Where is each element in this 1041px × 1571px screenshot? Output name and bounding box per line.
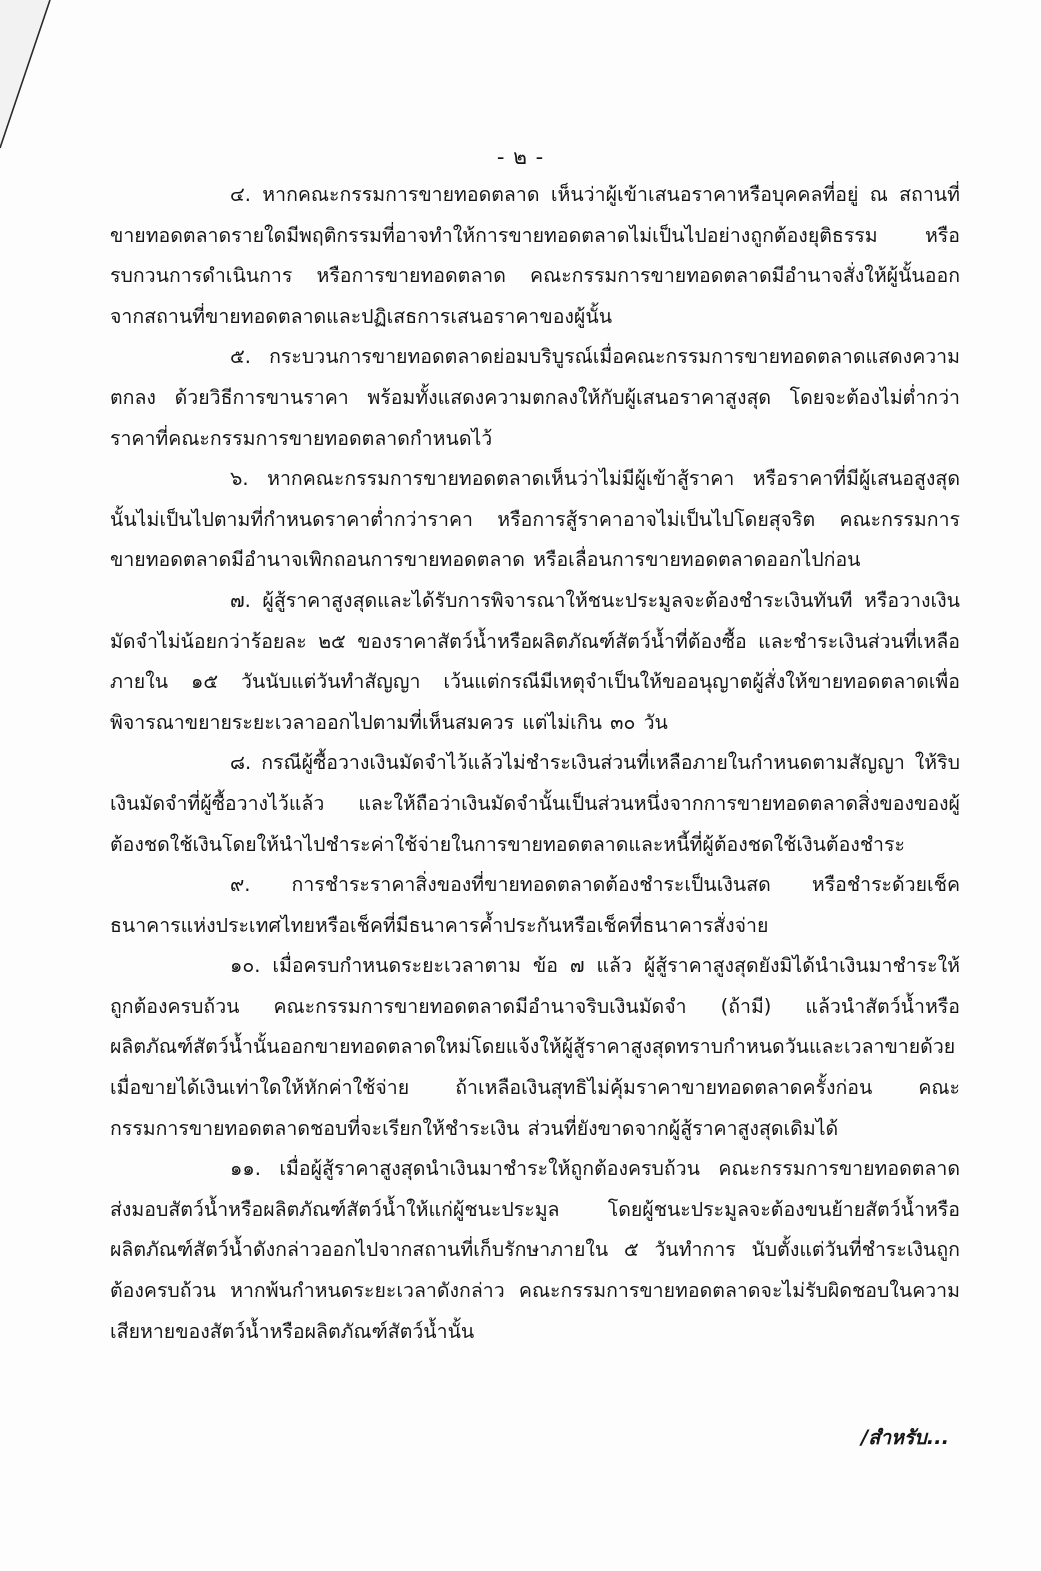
clause-11: ๑๑. เมื่อผู้สู้ราคาสูงสุดนำเงินมาชำระให้ถูกต้องครบถ้วน คณะกรรมการขายทอดตลาดส่งมอบสัตว์น้ำหรือผลิตภัณฑ์สัตว์น้ำให้แก่ผู้ชนะประมูล โดยผู้ชนะประมูลจะต้องขนย้ายสัตว์น้ำหรือผลิตภัณฑ์สัตว์น้ำดังกล่าวออกไปจากสถานที่เก็บรักษาภายใน ๕ วันทำการ นับตั้งแต่วันที่ชำระเงินถูกต้องครบถ้วน หากพ้นกำหนดระยะเวลาดังกล่าว คณะกรรมการขายทอดตลาดจะไม่รับผิดชอบในความเสียหายของสัตว์น้ำหรือผลิตภัณฑ์สัตว์น้ำนั้น (110, 1157, 960, 1343)
clause-9: ๙. การชำระราคาสิ่งของที่ขายทอดตลาดต้องชำระเป็นเงินสด หรือชำระด้วยเช็คธนาคารแห่งประเทศไทยหรือเช็คที่มีธนาคารค้ำประกันหรือเช็คที่ธนาคารสั่งจ่าย (110, 873, 960, 937)
clause-5: ๕. กระบวนการขายทอดตลาดย่อมบริบูรณ์เมื่อคณะกรรมการขายทอดตลาดแสดงความตกลง ด้วยวิธีการขานราคา พร้อมทั้งแสดงความตกลงให้กับผู้เสนอราคาสูงสุด โดยจะต้องไม่ต่ำกว่าราคาที่คณะกรรมการขายทอดตลาดกำหนดไว้ (110, 345, 960, 450)
clause-8: ๘. กรณีผู้ซื้อวางเงินมัดจำไว้แล้วไม่ชำระเงินส่วนที่เหลือภายในกำหนดตามสัญญา ให้ริบเงินมัดจำที่ผู้ซื้อวางไว้แล้ว และให้ถือว่าเงินมัดจำนั้นเป็นส่วนหนึ่งจากการขายทอดตลาดสิ่งของของผู้ต้องชดใช้เงินโดยให้นำไปชำระค่าใช้จ่ายในการขายทอดตลาดและหนี้ที่ผู้ต้องชดใช้เงินต้องชำระ (110, 751, 960, 856)
clause-6: ๖. หากคณะกรรมการขายทอดตลาดเห็นว่าไม่มีผู้เข้าสู้ราคา หรือราคาที่มีผู้เสนอสูงสุดนั้นไม่เป็นไปตามที่กำหนดราคาต่ำกว่าราคา หรือการสู้ราคาอาจไม่เป็นไปโดยสุจริต คณะกรรมการขายทอดตลาดมีอำนาจเพิกถอนการขายทอดตลาด หรือเลื่อนการขายทอดตลาดออกไปก่อน (110, 467, 960, 572)
clause-4: ๔. หากคณะกรรมการขายทอดตลาด เห็นว่าผู้เข้าเสนอราคาหรือบุคคลที่อยู่ ณ สถานที่ขายทอดตลาดรายใดมีพฤติกรรมที่อาจทำให้การขายทอดตลาดไม่เป็นไปอย่างถูกต้องยุติธรรม หรือรบกวนการดำเนินการ หรือการขายทอดตลาด คณะกรรมการขายทอดตลาดมีอำนาจสั่งให้ผู้นั้นออกจากสถานที่ขายทอดตลาดและปฏิเสธการเสนอราคาของผู้นั้น (110, 183, 960, 328)
continuation-marker: /สำหรับ... (861, 1426, 949, 1449)
page-number: - ๒ - (496, 145, 545, 169)
document-body (110, 175, 960, 1352)
clause-10: ๑๐. เมื่อครบกำหนดระยะเวลาตาม ข้อ ๗ แล้ว ผู้สู้ราคาสูงสุดยังมิได้นำเงินมาชำระให้ถูกต้องครบถ้วน คณะกรรมการขายทอดตลาดมีอำนาจริบเงินมัดจำ (ถ้ามี) แล้วนำสัตว์น้ำหรือผลิตภัณฑ์สัตว์น้ำนั้นออกขายทอดตลาดใหม่โดยแจ้งให้ผู้สู้ราคาสูงสุดทราบกำหนดวันและเวลาขายด้วย เมื่อขายได้เงินเท่าใดให้หักค่าใช้จ่าย ถ้าเหลือเงินสุทธิไม่คุ้มราคาขายทอดตลาดครั้งก่อน คณะกรรมการขายทอดตลาดชอบที่จะเรียกให้ชำระเงิน ส่วนที่ยังขาดจากผู้สู้ราคาสูงสุดเดิมได้ (110, 954, 960, 1140)
clause-7: ๗. ผู้สู้ราคาสูงสุดและได้รับการพิจารณาให้ชนะประมูลจะต้องชำระเงินทันที หรือวางเงินมัดจำไม่น้อยกว่าร้อยละ ๒๕ ของราคาสัตว์น้ำหรือผลิตภัณฑ์สัตว์น้ำที่ต้องซื้อ และชำระเงินส่วนที่เหลือภายใน ๑๕ วันนับแต่วันทำสัญญา เว้นแต่กรณีมีเหตุจำเป็นให้ขออนุญาตผู้สั่งให้ขายทอดตลาดเพื่อพิจารณาขยายระยะเวลาออกไปตามที่เห็นสมควร แต่ไม่เกิน ๓๐ วัน (110, 588, 960, 734)
